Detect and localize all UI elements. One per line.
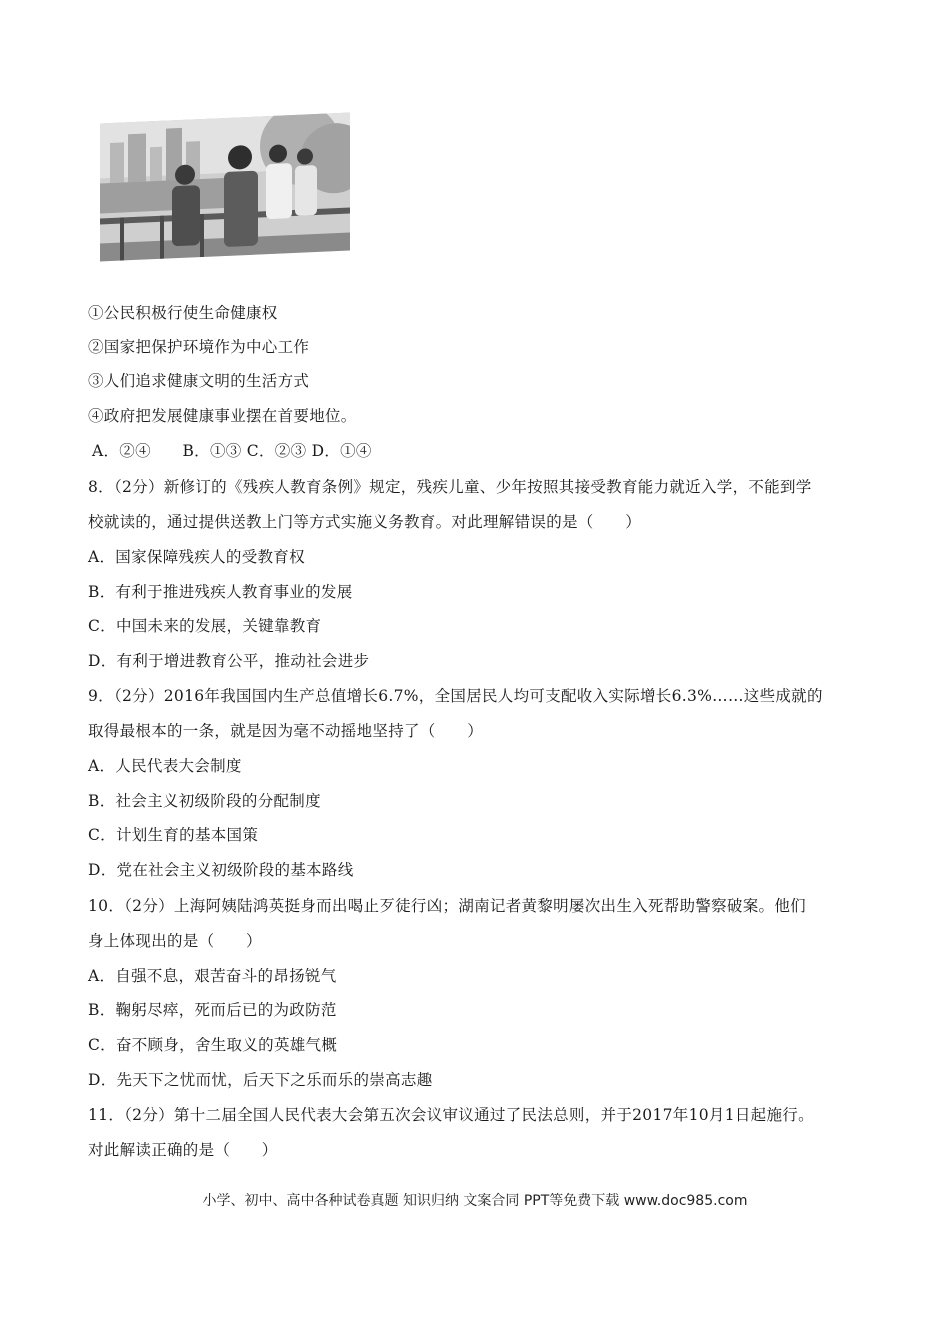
q9-choice-c: C．计划生育的基本国策 xyxy=(88,826,259,844)
photo-image xyxy=(100,113,350,262)
q10-stem-line-1: 10．（2分）上海阿姨陆鸿英挺身而出喝止歹徒行凶；湖南记者黄黎明屡次出生入死帮助警察破案。他们 xyxy=(88,897,806,915)
q10-choice-c: C．奋不顾身，舍生取义的英雄气概 xyxy=(88,1036,338,1054)
exam-photo-people-by-river xyxy=(100,113,350,262)
q10-choice-b: B．鞠躬尽瘁，死而后已的为政防范 xyxy=(88,1001,337,1019)
q8-choice-d: D．有利于增进教育公平，推动社会进步 xyxy=(88,652,370,670)
q9-choice-b: B．社会主义初级阶段的分配制度 xyxy=(88,792,321,810)
q8-choice-a: A．国家保障残疾人的受教育权 xyxy=(88,548,305,566)
q10-stem-line-2: 身上体现出的是（ ） xyxy=(88,932,262,950)
q7-option-1: ①公民积极行使生命健康权 xyxy=(88,304,278,322)
q8-stem-line-1: 8．（2分）新修订的《残疾人教育条例》规定，残疾儿童、少年按照其接受教育能力就近入学，不能到学 xyxy=(88,478,812,496)
q9-stem-line-1: 9．（2分）2016年我国国内生产总值增长6.7%，全国居民人均可支配收入实际增长6.3%……这些成就的 xyxy=(88,687,823,705)
page-footer-link[interactable]: 小学、初中、高中各种试卷真题 知识归纳 文案合同 PPT等免费下载 www.doc985.com xyxy=(202,1193,748,1209)
q7-option-2: ②国家把保护环境作为中心工作 xyxy=(88,338,310,356)
q7-option-4: ④政府把发展健康事业摆在首要地位。 xyxy=(88,407,357,425)
q11-stem-line-1: 11．（2分）第十二届全国人民代表大会第五次会议审议通过了民法总则，并于2017年10月1日起施行。 xyxy=(88,1106,814,1124)
q9-choice-d: D．党在社会主义初级阶段的基本路线 xyxy=(88,861,354,879)
q8-choice-c: C．中国未来的发展，关键靠教育 xyxy=(88,617,322,635)
q11-stem-line-2: 对此解读正确的是（ ） xyxy=(88,1141,278,1159)
q8-stem-line-2: 校就读的，通过提供送教上门等方式实施义务教育。对此理解错误的是（ ） xyxy=(88,513,642,531)
q7-option-3: ③人们追求健康文明的生活方式 xyxy=(88,372,310,390)
q9-choice-a: A．人民代表大会制度 xyxy=(88,757,242,775)
q9-stem-line-2: 取得最根本的一条，就是因为毫不动摇地坚持了（ ） xyxy=(88,722,484,740)
q7-answer-choices: A．②④ B．①③ C．②③ D．①④ xyxy=(92,442,372,460)
q8-choice-b: B．有利于推进残疾人教育事业的发展 xyxy=(88,583,353,601)
q10-choice-d: D．先天下之忧而忧，后天下之乐而乐的崇高志趣 xyxy=(88,1071,433,1089)
q10-choice-a: A．自强不息，艰苦奋斗的昂扬锐气 xyxy=(88,967,337,985)
